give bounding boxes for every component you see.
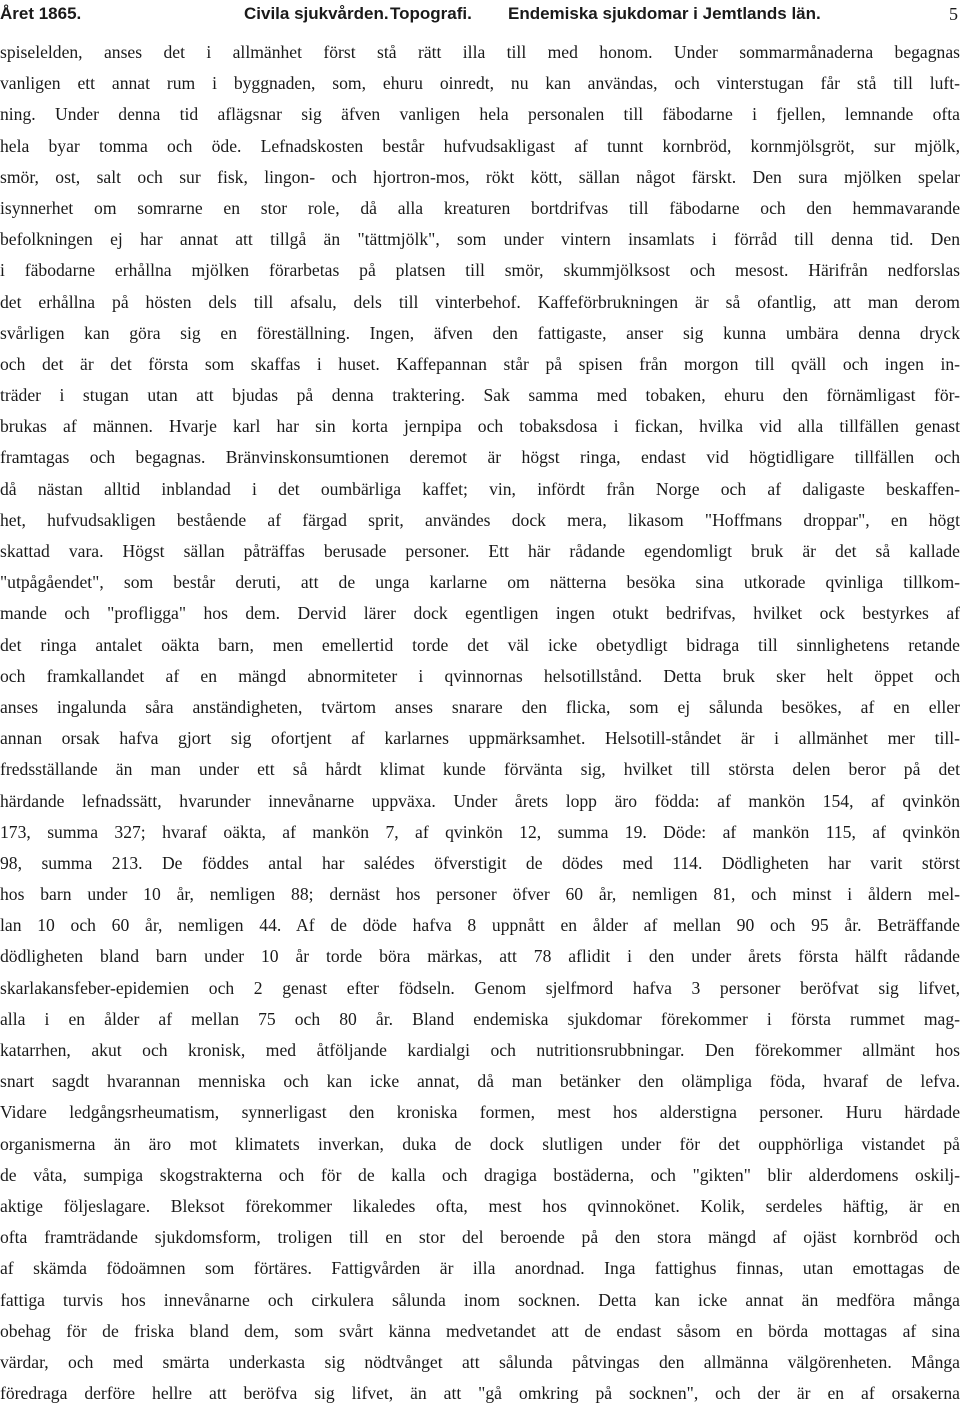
- text-line: ofta framträdande sjukdomsform, troligen till en stor del beroende på den stora mängd af ojäst kornbröd och: [0, 1227, 960, 1248]
- text-line: träder i stugan utan att bjudas på denna traktering. Sak samma med tobaken, ehuru den förnämligast för-: [0, 385, 960, 406]
- text-line: "utpågåendet", som består deruti, att de unga karlarne om nätterna besöka sina utkorade qvinliga tillkom-: [0, 572, 960, 593]
- text-line: isynnerhet om somrarne en stor role, då alla kreaturen bortdrifvas till fäbodarne och den hemmavarande: [0, 197, 960, 218]
- text-line: härdande lefnadssätt, hvarunder innevånarne uppväxa. Under årets lopp äro födda: af mankön 154, af qvinkön: [0, 790, 960, 811]
- text-line: katarrhen, akut och kronisk, med åtföljande kardialgi och nutritionsrubbningar. Den förekommer allmänt hos: [0, 1040, 960, 1060]
- text-line: i fäbodarne erhållna mjölken förarbetas på platsen till smör, skummjölksost och mesost. Härifrån nedforslas: [0, 260, 960, 281]
- text-line: snart sagdt hvarannan menniska och kan icke annat, då man betänker den olämpliga föda, hvaraf de lefva.: [0, 1071, 960, 1092]
- text-line: mande och "profligga" hos dem. Dervid lärer dock egentligen ingen otukt bedrifvas, hvilket ock bestyrkes af: [0, 603, 960, 624]
- header-topic: Topografi.: [390, 4, 472, 23]
- text-line: dödligheten bland barn under 10 år torde böra märkas, att 78 aflidit i den under årets första hälft rådande: [0, 946, 960, 967]
- text-line: smör, ost, salt och sur fisk, lingon- och hjortron-mos, rökt kött, sällan något färskt. Den sura mjölken spelar: [0, 166, 960, 187]
- text-line: framtagas och begagnas. Bränvinskonsumtionen deremot är högst ringa, endast vid högtidligare tillfällen och: [0, 447, 960, 468]
- text-line: anses ingalunda såra anständigheten, tvärtom anses snarare den flicka, som ej sålunda besökes, af en eller: [0, 696, 960, 717]
- header-year: Året 1865.: [0, 4, 82, 23]
- text-line: aktige följeslagare. Bleksot förekommer likaledes ofta, mest hos qvinnokönet. Kolik, serdeles häftig, är en: [0, 1195, 960, 1216]
- text-line: hos barn under 10 år, nemligen 88; dernäst hos personer öfver 60 år, nemligen 81, och minst i åldern mel-: [0, 884, 960, 905]
- text-line: och framkallandet af en mängd abnormiteter i qvinnornas helsotillstånd. Detta bruk sker helt öppet och: [0, 665, 960, 686]
- text-line: hela byar tomma och öde. Lefnadskosten består hufvudsakligast af tunnt kornbröd, kornmjölsgröt, sur mjölk,: [0, 135, 960, 156]
- text-line: värdar, och med smärta underkasta sig nödtvånget att sålunda påtvingas den allmänna välgörenheten. Många: [0, 1351, 960, 1372]
- text-line: obehag för de friska bland dem, som svårt känna medvetandet att de endast såsom en börda mottagas af sina: [0, 1320, 960, 1341]
- text-line: ning. Under denna tid aflägsnar sig äfven vanligen hela personalen till fäbodarne i fjellen, lemnande ofta: [0, 104, 960, 125]
- text-line: skattad vara. Högst sällan påträffas berusade personer. Ett här rådande egendomligt bruk är det så kallade: [0, 541, 960, 561]
- text-line: het, hufvudsakligen bestående af färgad sprit, användes dock mera, likasom "Hoffmans droppar", en högt: [0, 509, 960, 530]
- text-line: och det är det första som skaffas i huset. Kaffepannan står på spisen från morgon till qväll och ingen in-: [0, 353, 960, 374]
- text-line: brukas af männen. Hvarje karl har sin korta jernpipa och tobaksdosa i fickan, hvilka vid alla tillfällen genast: [0, 416, 960, 437]
- running-header: [0, 4, 960, 30]
- text-line: 98, summa 213. De föddes antal har salédes öfverstigit de dödes med 114. Dödligheten har varit störst: [0, 852, 960, 873]
- text-line: fattiga turvis hos innevånarne och cirkulera sålunda inom socknen. Detta kan icke annat än medföra många: [0, 1289, 960, 1310]
- text-line: fredsställande än man under ett så hårdt klimat kunde förvänta sig, hvilket till största delen beror på det: [0, 759, 960, 780]
- text-line: Vidare ledgångsrheumatism, synnerligast den kroniska formen, mest hos alderstigna personer. Huru härdade: [0, 1102, 960, 1123]
- header-subject: Endemiska sjukdomar i Jemtlands län.: [508, 4, 821, 23]
- text-line: då nästan alltid inblandad i det oumbärliga kaffet; vin, infördt från Norge och af daligaste beskaffen-: [0, 478, 960, 499]
- text-line: 173, summa 327; hvaraf oäkta, af mankön 7, af qvinkön 12, summa 19. Döde: af mankön 115, af qvinkön: [0, 821, 960, 842]
- text-line: annan orsak hafva gjort sig ofortjent af karlarnes uppmärksamhet. Helsotill-ståndet är i allmänhet mer till-: [0, 728, 960, 749]
- text-line: lan 10 och 60 år, nemligen 44. Af de döde hafva 8 uppnått en ålder af mellan 90 och 95 år. Beträffande: [0, 915, 960, 936]
- text-line: alla i en ålder af mellan 75 och 80 år. Bland endemiska sjukdomar förekommer i första rummet mag-: [0, 1008, 960, 1029]
- text-line: organismerna än äro mot klimatets inverkan, duka de dock slutligen under för det oupphörliga vistandet på: [0, 1133, 960, 1154]
- body-text: [0, 37, 960, 1409]
- text-line: vanligen ett annat rum i byggnaden, som, ehuru oinredt, nu kan användas, och vinterstugan får stå till luft-: [0, 73, 960, 94]
- page-number: 5: [949, 4, 958, 24]
- text-line: det erhållna på hösten dels till afsalu, dels till vinterbehof. Kaffeförbrukningen är så ofantlig, att man derom: [0, 291, 960, 312]
- text-line: befolkningen ej har annat att tillgå än "tättmjölk", som under vintern insamlats i förråd till denna tid. Den: [0, 229, 960, 250]
- text-line: skarlakansfeber-epidemien och 2 genast efter födseln. Genom sjelfmord hafva 3 personer beröfvat sig lifvet,: [0, 977, 960, 998]
- text-line: de våta, sumpiga skogstrakterna och för de kalla och dragiga bostäderna, och "gikten" blir alderdomens oskilj-: [0, 1164, 960, 1185]
- text-line: föredraga derföre hellre att beröfva sig lifvet, än att "gå omkring på socknen", och der är en af orsakerna: [0, 1383, 960, 1404]
- text-line: af skämda födoämnen som förtäres. Fattigvården är illa anordnad. Inga fattighus finnas, utan emottagas de: [0, 1258, 960, 1279]
- text-line: svårligen kan göra sig en föreställning. Ingen, äfven den fattigaste, anser sig kunna umbära denna dryck: [0, 322, 960, 343]
- header-section: Civila sjukvården.: [244, 4, 389, 23]
- text-line: det ringa antalet oäkta barn, men emellertid torde det väl icke obetydligt bidraga till sinnlighetens retande: [0, 634, 960, 655]
- text-line: spiselelden, anses det i allmänhet först stå rätt illa till med honom. Under sommarmånaderna begagnas: [0, 42, 960, 62]
